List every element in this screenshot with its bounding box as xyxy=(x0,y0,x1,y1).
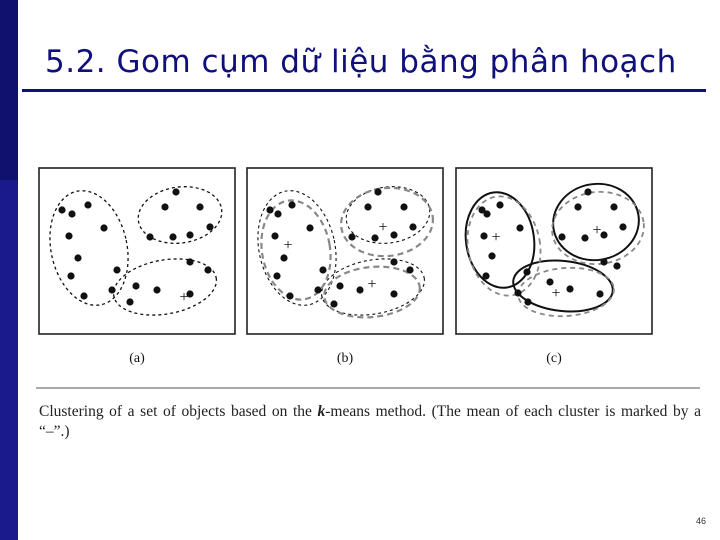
caption-pre: Clustering of a set of objects based on the xyxy=(39,403,318,420)
page-number: 46 xyxy=(695,516,706,526)
panel-a-label: (a) xyxy=(129,351,145,366)
panel-c-label: (c) xyxy=(546,351,562,366)
figure-caption xyxy=(39,402,701,442)
panel-b-mean-bottom: + xyxy=(367,276,377,293)
caption-post: -means method. (The mean of each cluster is marked by a “–”.) xyxy=(39,403,701,440)
caption-k: k xyxy=(317,403,326,420)
slide-title: 5.2. Gom cụm dữ liệu bằng phân hoạch xyxy=(45,44,677,80)
panel-b-mean-top: + xyxy=(378,219,388,236)
panel-b-mean-left: + xyxy=(283,237,293,254)
panel-c-mean-top: + xyxy=(592,222,602,239)
panel-c-mean-bottom: + xyxy=(551,285,561,302)
panel-a-points xyxy=(58,188,213,305)
panel-c-mean-left: + xyxy=(491,229,501,246)
panel-a-mean-marker: + xyxy=(179,289,189,306)
panel-b-label: (b) xyxy=(336,351,354,366)
panel-a-cluster-bottom xyxy=(109,251,221,322)
panel-a-frame xyxy=(39,168,235,334)
